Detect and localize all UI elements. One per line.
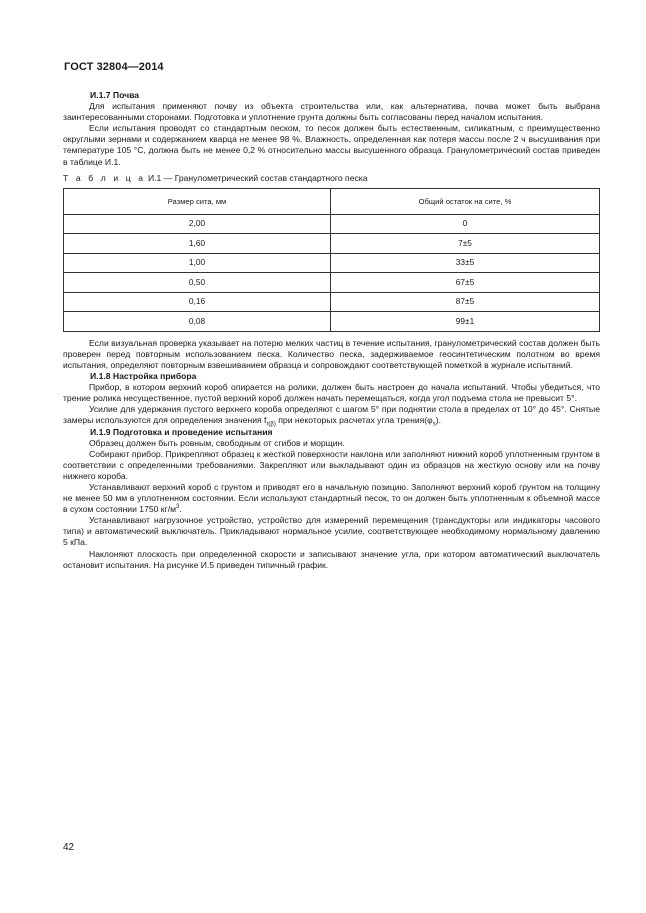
- paragraph: Наклоняют плоскость при определенной скорости и записывают значение угла, при котором автоматический выключатель остановит испытания. На рисунке И.5 приведен типичный график.: [63, 548, 600, 570]
- cell-residue: 99±1: [331, 312, 600, 332]
- text-run: Устанавливают верхний короб с грунтом и приводят его в начальную позицию. Заполняют верхний короб грунтом на толщину не менее 50 мм в уплотненном состоянии. Если используют стандартный песок, то он должен быть уплотненным к объемной массе в сухом состоянии 1750 кг/м: [63, 481, 600, 515]
- subscript: s: [432, 422, 436, 429]
- granulometric-table: [63, 188, 600, 332]
- cell-sieve-size: 1,00: [64, 253, 331, 273]
- table-caption: [63, 173, 600, 184]
- cell-residue: 67±5: [331, 273, 600, 293]
- cell-sieve-size: 2,00: [64, 214, 331, 234]
- column-header-sieve-size: Размер сита, мм: [64, 188, 331, 214]
- paragraph: Прибор, в котором верхний короб опирается на ролики, должен быть настроен до начала испытаний. Чтобы убедиться, что трение ролика несущественное, пустой верхний короб должен начать перемещаться, когда угол подъема стола не превысит 5°.: [63, 382, 600, 404]
- table-header-row: [64, 188, 600, 214]
- paragraph: [63, 482, 600, 515]
- table-caption-prefix: Т а б л и ц а: [63, 172, 146, 183]
- table-row: [64, 253, 600, 273]
- section-heading-i17: И.1.7 Почва: [90, 90, 140, 100]
- table-row: [64, 273, 600, 293]
- section-heading-i19: И.1.9 Подготовка и проведение испытания: [90, 426, 273, 437]
- section-heading-i18: И.1.8 Настройка прибора: [90, 371, 197, 382]
- table-row: [64, 292, 600, 312]
- text-run: при некоторых расчетах угла трения(φ: [275, 415, 433, 426]
- subscript: r(β): [266, 422, 276, 429]
- paragraph: Образец должен быть ровным, свободным от сгибов и морщин.: [89, 437, 345, 448]
- table-row: [64, 312, 600, 332]
- paragraph: Если визуальная проверка указывает на потерю мелких частиц в течение испытания, гранулометрический состав должен быть проверен перед повторным использованием песка. Количество песка, задерживаемое геосинтетическим полотном во время испытания, определяют повторным взвешиванием образца и сопровождают соответствующей пометкой в журнале испытаний.: [63, 337, 600, 370]
- document-body: [63, 90, 600, 571]
- page-number: 42: [63, 842, 75, 853]
- cell-residue: 7±5: [331, 234, 600, 254]
- column-header-residue: Общий остаток на сите, %: [331, 188, 600, 214]
- paragraph: Если испытания проводят со стандартным песком, то песок должен быть естественным, силикатным, с преимущественно округлыми зернами и содержанием кварца не менее 98 %. Влажность, определенная как потеря массы после 2 ч высушивания при температуре 105 °С, должна быть не менее 0,2 % относительно массы высушенного образца. Гранулометрический состав приведен в таблице И.1.: [63, 123, 600, 167]
- cell-sieve-size: 0,08: [64, 312, 331, 332]
- paragraph: [63, 404, 600, 429]
- text-run: ).: [435, 415, 441, 426]
- cell-residue: 87±5: [331, 292, 600, 312]
- paragraph: Собирают прибор. Прикрепляют образец к жесткой поверхности наклона или заполняют нижний короб уплотненным грунтом в соответствии с определенными требованиями. Закрепляют или выкладывают один из образцов на жесткую основу или на почву нижнего короба.: [63, 448, 600, 481]
- document-header: ГОСТ 32804—2014: [64, 61, 164, 73]
- cell-sieve-size: 0,16: [64, 292, 331, 312]
- cell-sieve-size: 0,50: [64, 273, 331, 293]
- paragraph: Устанавливают нагрузочное устройство, устройство для измерений перемещения (трансдукторы или индикаторы часового типа) и автоматический выключатель. Прикладывают нормальное усилие, соответствующее необходимому нормальному давлению 5 кПа.: [63, 515, 600, 548]
- cell-sieve-size: 1,60: [64, 234, 331, 254]
- text-run: Усилие для удержания пустого верхнего короба определяют с шагом 5° при поднятии стола в пределах от 10° до 45°. Снятые замеры используются для определения значения f: [63, 404, 600, 426]
- table-caption-text: И.1 — Гранулометрический состав стандартного песка: [145, 172, 368, 183]
- text-run: .: [179, 504, 182, 515]
- table-row: [64, 234, 600, 254]
- superscript: 3: [176, 504, 180, 511]
- cell-residue: 0: [331, 214, 600, 234]
- cell-residue: 33±5: [331, 253, 600, 273]
- table-row: [64, 214, 600, 234]
- paragraph: Для испытания применяют почву из объекта строительства или, как альтернатива, почва может быть выбрана заинтересованными сторонами. Подготовка и уплотнение грунта должны быть согласованы перед началом испытания.: [63, 101, 600, 123]
